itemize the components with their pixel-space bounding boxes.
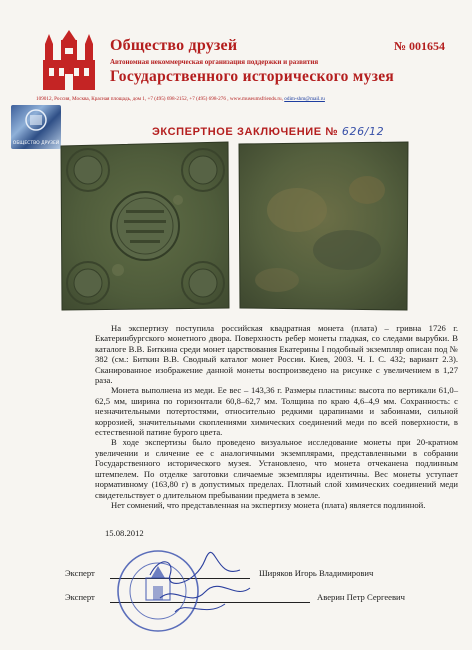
org-name: Общество друзей: [110, 37, 238, 54]
signature-name-2: Аверин Петр Сергеевич: [317, 592, 405, 602]
signature-role-1: Эксперт: [65, 568, 95, 578]
address-text: 109012, Россия, Москва, Красная площадь, дом 1, +7 (495) 698-2152, +7 (495) 698-276 , www.museumsfriends.ru,: [36, 96, 283, 102]
signature-role-2: Эксперт: [65, 592, 95, 602]
org-museum-name: Государственного исторического музея: [110, 68, 395, 85]
body-paragraph: В ходе экспертизы было проведено визуальное исследование монеты при 20-кратном увеличении и сличение ее с аналогичными экземплярами, представленными в собрании Государственного исторического музея. Установлено, что монета отчеканена подлинным штемпелем. По отделке заготовки сличаемые экземпляры идентичны. Вес монеты уступает нормативному (163,80 г) в допустимых пределах. Плотный слой химических соединений меди свидетельствует о длительном пребывании предмета в земле.: [95, 437, 458, 500]
body-paragraph: Монета выполнена из меди. Ее вес – 143,36 г. Размеры пластины: высота по вертикали 61,0–62,5 мм, ширина по горизонтали 60,8–62,7 мм. Толщина по краю 4,6–4,9 мм. Сохранность: с незначительными потертостями, относительно редкими царапинами и забоинами, сильной коррозией, значительными скоплениями химических соединений меди по всей поверхности, в естественной патине бурого цвета.: [95, 385, 458, 438]
org-subtitle: Автономная некоммерческая организация поддержки и развития: [110, 58, 319, 66]
handwritten-number: 626/12: [341, 125, 385, 138]
certificate-date: 15.08.2012: [105, 528, 144, 538]
signature-name-1: Ширяков Игорь Владимирович: [259, 568, 374, 578]
certificate-title-label: ЭКСПЕРТНОЕ ЗАКЛЮЧЕНИЕ №: [152, 126, 339, 138]
document-number: № 001654: [394, 39, 446, 53]
body-paragraph: На экспертизу поступила российская квадратная монета (плата) – гривна 1726 г. Екатеринбургского монетного двора. Поверхность ребер монеты гладкая, со следами вырубки. В каталоге В.В. Биткина среди монет царствования Екатерины I подобный экземпляр описан под № 382 (см.: Биткин В.В. Сводный каталог монет России. Киев, 2003. Ч. I. С. 432; вариант 2.3). Сканированное изображение данной монеты воспроизведено на рисунке с увеличением в 1,27 раза.: [95, 323, 458, 386]
body-paragraph: Нет сомнений, что представленная на экспертизу монета (плата) является подлинной.: [111, 499, 426, 510]
hologram-label: ОБЩЕСТВО ДРУЗЕЙ: [12, 141, 60, 146]
email-link[interactable]: odim-shm@mail.ru: [284, 96, 325, 102]
